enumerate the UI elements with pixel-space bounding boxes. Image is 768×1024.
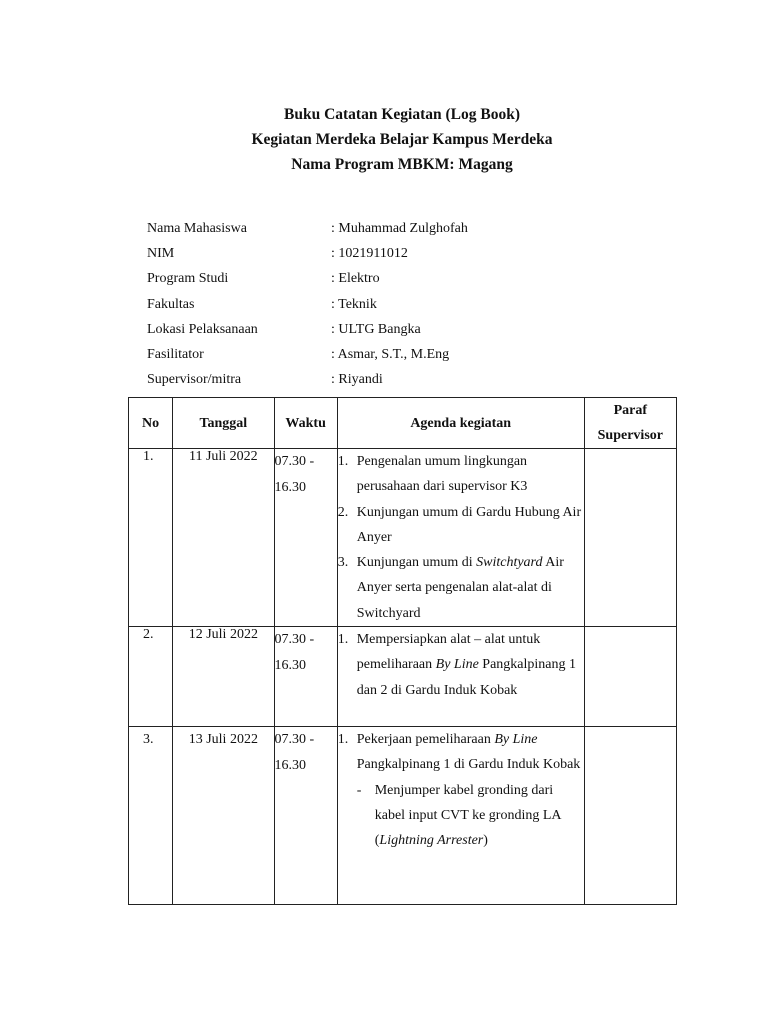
table-header-row <box>129 398 677 449</box>
info-label: Fakultas <box>147 296 195 312</box>
waktu-start: 07.30 - <box>274 732 315 748</box>
info-label: NIM <box>147 246 175 262</box>
cell-paraf <box>584 627 676 727</box>
info-value: : Asmar, S.T., M.Eng <box>331 346 450 362</box>
info-row-supervisor <box>147 369 647 394</box>
cell-agenda <box>337 627 584 727</box>
agenda-item <box>338 727 584 778</box>
cell-no: 3. <box>129 727 173 905</box>
document-header <box>0 102 768 177</box>
sub-text-post: ) <box>483 833 488 849</box>
cell-waktu <box>274 627 337 727</box>
cell-agenda <box>337 449 584 627</box>
agenda-sub-item <box>338 778 584 854</box>
cell-paraf <box>584 727 676 905</box>
agenda-item-number: 3. <box>337 555 349 571</box>
agenda-item <box>338 449 584 500</box>
info-label: Program Studi <box>147 271 229 287</box>
info-row-fasilitator <box>147 344 647 369</box>
agenda-item-number: 1. <box>337 632 349 648</box>
info-value: : 1021911012 <box>331 246 408 262</box>
agenda-item-number: 1. <box>337 732 349 748</box>
header-tanggal: Tanggal <box>173 398 274 449</box>
agenda-item <box>338 550 584 626</box>
info-value: : Muhammad Zulghofah <box>331 221 468 236</box>
sub-item-dash: - <box>356 782 362 798</box>
title-line-2: Kegiatan Merdeka Belajar Kampus Merdeka <box>251 131 553 148</box>
header-paraf <box>584 398 676 449</box>
agenda-text-pre: Pekerjaan pemeliharaan <box>356 732 495 748</box>
header-waktu: Waktu <box>274 398 337 449</box>
agenda-item-text <box>357 627 584 703</box>
info-value: : Riyandi <box>331 372 383 388</box>
waktu-start: 07.30 - <box>274 454 315 469</box>
cell-tanggal: 11 Juli 2022 <box>173 449 274 627</box>
title-line-3: Nama Program MBKM: Magang <box>291 156 513 173</box>
header-no: No <box>129 398 173 449</box>
cell-tanggal: 12 Juli 2022 <box>173 627 274 727</box>
info-row-fakultas <box>147 294 647 319</box>
agenda-item <box>338 500 584 551</box>
waktu-end: 16.30 <box>274 758 307 774</box>
agenda-text-post: Pangkalpinang 1 dan 2 di Gardu Induk Kobak <box>356 657 577 698</box>
agenda-item-text <box>357 727 584 778</box>
student-info <box>147 218 647 394</box>
info-row-nim <box>147 243 647 268</box>
agenda-text-italic: Switchtyard <box>476 555 543 571</box>
info-row-prodi <box>147 268 647 293</box>
info-label: Supervisor/mitra <box>147 372 242 388</box>
cell-no: 2. <box>129 627 173 727</box>
agenda-item-text: Pengenalan umum lingkungan perusahaan dari supervisor K3 <box>356 454 528 495</box>
info-value: : ULTG Bangka <box>331 321 421 337</box>
info-row-lokasi <box>147 319 647 344</box>
agenda-text-pre: Kunjungan umum di <box>356 555 477 571</box>
info-value: : Teknik <box>331 296 377 312</box>
cell-waktu <box>274 449 337 627</box>
agenda-item-text <box>357 550 584 626</box>
info-label: Nama Mahasiswa <box>147 221 247 236</box>
sub-text-italic: Lightning Arrester <box>379 833 484 849</box>
agenda-text-post: Air Anyer serta pengenalan alat-alat di Switchyard <box>356 555 564 621</box>
cell-agenda <box>337 727 584 905</box>
table-row <box>129 449 677 627</box>
agenda-item <box>338 627 584 703</box>
waktu-end: 16.30 <box>274 480 307 495</box>
info-value: : Elektro <box>331 271 380 287</box>
agenda-text-italic: By Line <box>435 657 479 673</box>
header-paraf-line2: Supervisor <box>597 428 663 443</box>
table-row <box>129 627 677 727</box>
agenda-item-number: 1. <box>337 454 349 469</box>
header-agenda: Agenda kegiatan <box>337 398 584 449</box>
cell-tanggal: 13 Juli 2022 <box>173 727 274 905</box>
waktu-start: 07.30 - <box>274 632 315 648</box>
agenda-text-italic: By Line <box>494 732 538 748</box>
header-paraf-line1: Paraf <box>613 403 648 418</box>
log-table <box>128 397 677 905</box>
sub-item-text <box>375 778 584 854</box>
agenda-item-text: Kunjungan umum di Gardu Hubung Air Anyer <box>356 504 582 545</box>
waktu-end: 16.30 <box>274 658 307 674</box>
agenda-text-pre: Mempersiapkan alat – alat untuk pemeliharaan <box>356 632 541 673</box>
table-row <box>129 727 677 905</box>
cell-no: 1. <box>129 449 173 627</box>
agenda-text-post: Pangkalpinang 1 di Gardu Induk Kobak <box>356 757 581 773</box>
sub-text-pre: Menjumper kabel gronding dari kabel input CVT ke gronding LA ( <box>374 782 561 849</box>
agenda-item-number: 2. <box>337 504 349 520</box>
info-label: Lokasi Pelaksanaan <box>147 321 258 337</box>
cell-waktu <box>274 727 337 905</box>
title-line-1: Buku Catatan Kegiatan (Log Book) <box>284 106 520 123</box>
info-row-nama <box>147 218 647 243</box>
info-label: Fasilitator <box>147 346 204 362</box>
cell-paraf <box>584 449 676 627</box>
